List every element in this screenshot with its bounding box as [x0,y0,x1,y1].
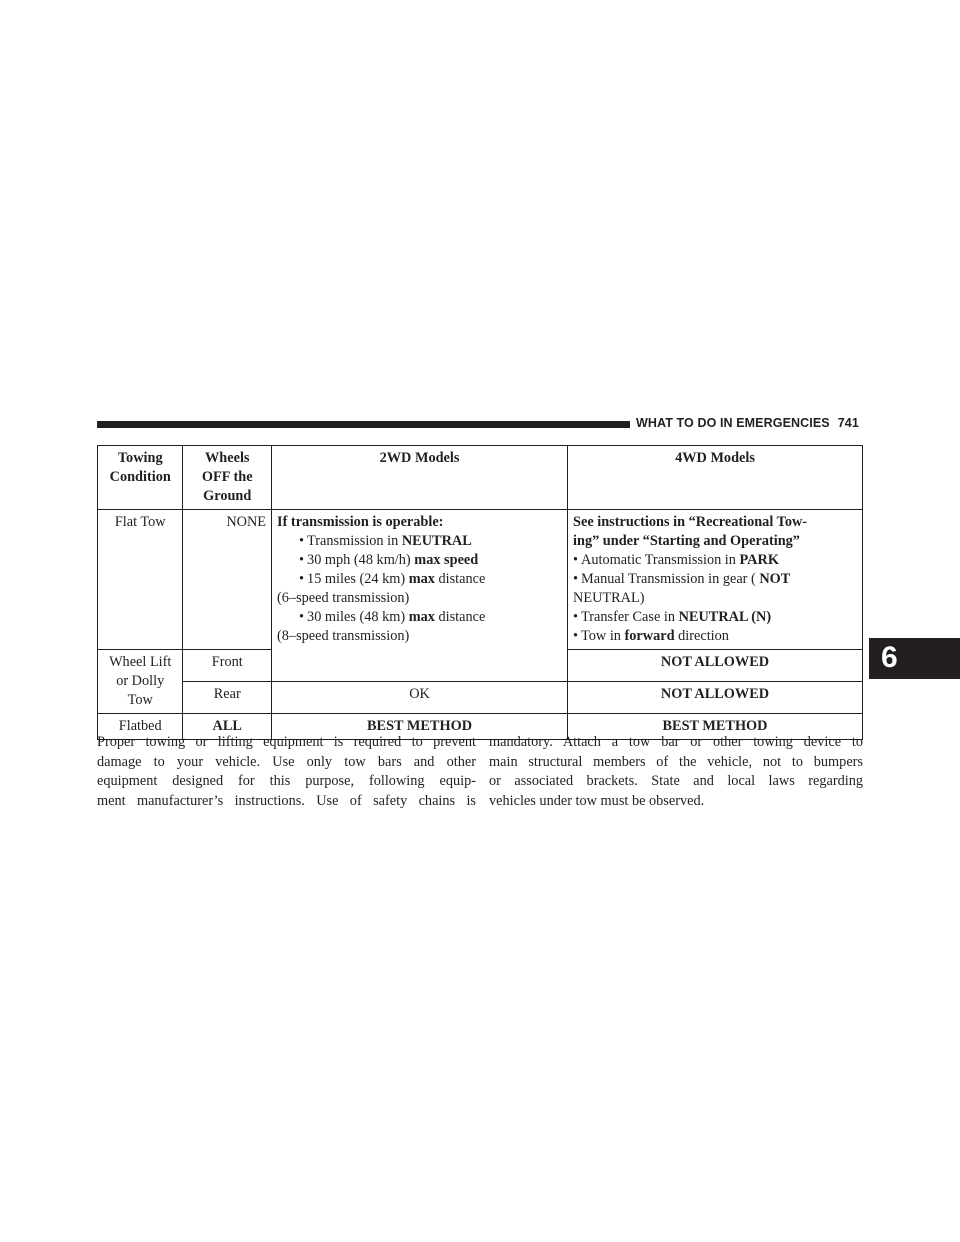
body-line: main structural members of the vehicle, not to bumpers [489,753,863,770]
cell-flat-tow-condition: Flat Tow [98,510,183,650]
body-line: vehicles under tow must be observed. [489,793,705,810]
towing-table [97,445,863,740]
body-line: mandatory. Attach a tow bar or other towing device to [489,734,863,750]
chapter-tab-label: 6 [881,641,898,674]
cell-wheel-lift-front: Front [183,650,272,682]
header-wheels-off: Wheels OFF the Ground [183,446,272,510]
body-line: ment manufacturer’s instructions. Use of safety chains is [97,793,476,810]
body-text-right [489,733,863,812]
cell-flat-tow-2wd: If transmission is operable: • Transmission in NEUTRAL • 30 mph (48 km/h) max speed • 15 miles (24 km) max distance (6–speed transmission) • 30 miles (48 km) max distance (8–speed transmission) [272,510,568,682]
cell-flatbed-condition: Flatbed [98,714,183,740]
cell-wheel-lift-condition: Wheel Lift or Dolly Tow [98,650,183,714]
section-title: WHAT TO DO IN EMERGENCIES [636,416,830,430]
body-line: Proper towing or lifting equipment is required to prevent [97,734,476,750]
chapter-tab [869,638,960,679]
cell-flatbed-wheels: ALL [183,714,272,740]
header-2wd-models: 2WD Models [272,446,568,510]
body-line: damage to your vehicle. Use only tow bars and other [97,753,476,770]
cell-flatbed-2wd: BEST METHOD [272,714,568,740]
cell-wheel-lift-front-4wd: NOT ALLOWED [568,650,863,682]
header-4wd-models: 4WD Models [568,446,863,510]
cell-wheel-lift-rear: Rear [183,682,272,714]
header-rule [97,421,630,428]
table-header-row [98,446,863,510]
body-text-left [97,733,476,812]
cell-flat-tow-4wd: See instructions in “Recreational Tow- ing” under “Starting and Operating” • Automatic Transmission in PARK • Manual Transmission in gear ( NOT NEUTRAL) • Transfer Case in NEUTRAL (N) • Tow in forward direction [568,510,863,650]
page-number: 741 [837,416,859,430]
running-header [636,416,864,434]
body-line: equipment designed for this purpose, following equip- [97,773,476,790]
header-towing-condition: Towing Condition [98,446,183,510]
cell-flatbed-4wd: BEST METHOD [568,714,863,740]
cell-flat-tow-wheels: NONE [183,510,272,650]
body-line: or associated brackets. State and local laws regarding [489,773,863,790]
cell-wheel-lift-rear-4wd: NOT ALLOWED [568,682,863,714]
cell-wheel-lift-rear-2wd: OK [272,682,568,714]
table-row-flat-tow [98,510,863,650]
table-row-wheel-lift-rear [98,682,863,714]
